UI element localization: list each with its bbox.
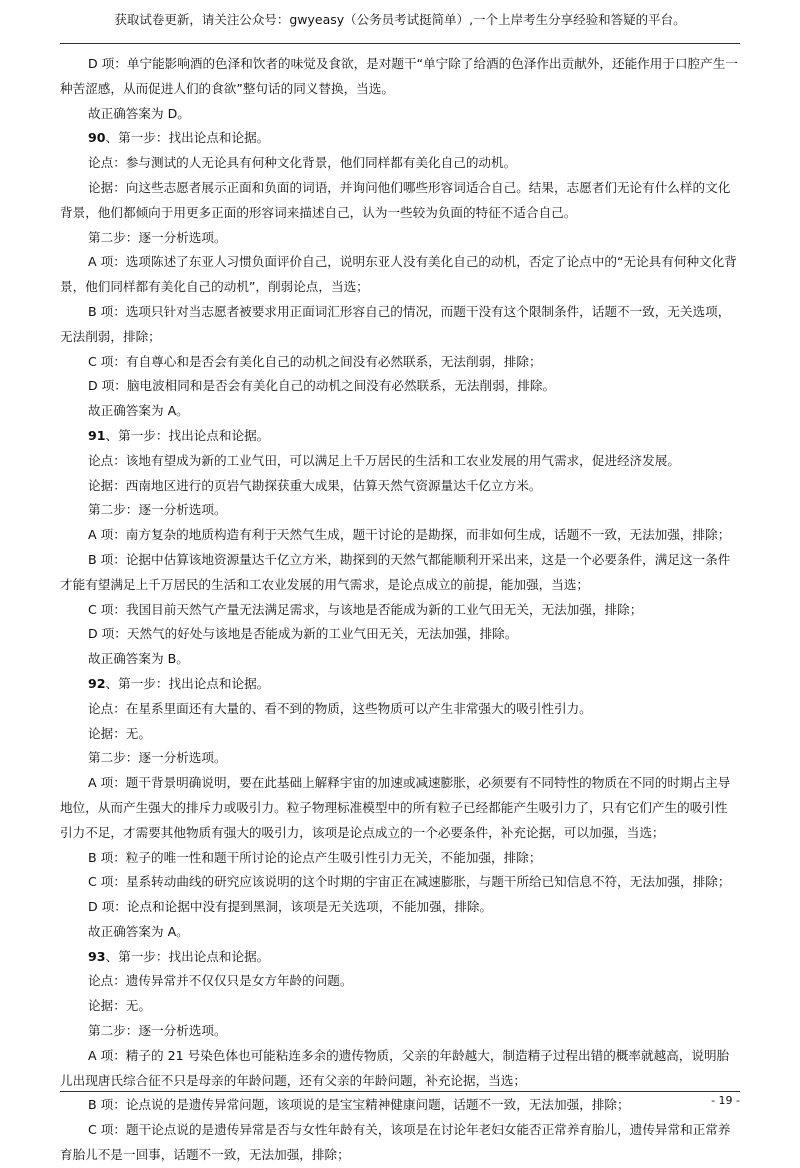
paragraph-text: D 项：论点和论据中没有提到黑洞，该项是无关选项，不能加强，排除。 (88, 899, 493, 915)
paragraph (60, 176, 740, 226)
question-number: 92 (88, 675, 106, 691)
paragraph (60, 449, 740, 474)
header-divider (60, 43, 740, 44)
paragraph (60, 647, 740, 672)
paragraph (60, 1019, 740, 1044)
paragraph-text: 第二步：逐一分析选项。 (88, 502, 227, 518)
paragraph (60, 895, 740, 920)
paragraph-text: B 项：论点说的是遗传异常问题，该项说的是宝宝精神健康问题，话题不一致，无法加强，排除； (88, 1097, 630, 1113)
paragraph-text: 论点：该地有望成为新的工业气田，可以满足上千万居民的生活和工农业发展的用气需求，促进经济发展。 (88, 452, 680, 468)
paragraph (60, 250, 740, 300)
paragraph-text: B 项：选项只针对当志愿者被要求用正面词汇形容自己的情况，而题干没有这个限制条件，话题不一致，无关选项，无法削弱，排除； (60, 303, 731, 344)
paragraph-text: 第二步：逐一分析选项。 (88, 229, 227, 245)
paragraph-text: 第二步：逐一分析选项。 (88, 750, 227, 766)
paragraph-text: 论据：无。 (88, 998, 151, 1014)
paragraph-text: 故正确答案为 B。 (88, 651, 189, 667)
paragraph (60, 1093, 740, 1118)
paragraph-text: B 项：论据中估算该地资源量达千亿立方米，勘探到的天然气都能顺利开采出来，这是一个必要条件，满足这一条件才能有望满足上千万居民的生活和工农业发展的用气需求，是论点成立的前提，能加强，当选； (60, 551, 731, 592)
paragraph (60, 350, 740, 375)
page-number: - 19 - (711, 1094, 740, 1107)
paragraph (60, 870, 740, 895)
paragraph-text: C 项：星系转动曲线的研究应该说明的这个时期的宇宙正在减速膨胀，与题干所给已知信息不符，无法加强，排除； (88, 874, 731, 890)
paragraph (60, 598, 740, 623)
paragraph-text: 、第一步：找出论点和论据。 (105, 130, 270, 146)
paragraph (60, 672, 740, 697)
paragraph (60, 622, 740, 647)
paragraph-text: A 项：精子的 21 号染色体也可能粘连多余的遗传物质，父亲的年龄越大，制造精子过程出错的概率就越高，说明胎儿出现唐氏综合征不只是母亲的年龄问题，还有父亲的年龄问题，补充论据，当选； (60, 1047, 730, 1088)
page-header: 获取试卷更新，请关注公众号：gwyeasy（公务员考试挺简单）,一个上岸考生分享经验和答疑的平台。 (114, 12, 686, 27)
paragraph (60, 151, 740, 176)
paragraph (60, 52, 740, 102)
paragraph-text: 、第一步：找出论点和论据。 (105, 675, 270, 691)
question-number: 93 (88, 948, 106, 964)
paragraph-text: 论点：参与测试的人无论具有何种文化背景，他们同样都有美化自己的动机。 (88, 155, 517, 171)
paragraph-text: 故正确答案为 D。 (88, 105, 190, 121)
paragraph-text: 、第一步：找出论点和论据。 (105, 948, 270, 964)
footer-divider (60, 1091, 740, 1092)
paragraph (60, 846, 740, 871)
paragraph-text: A 项：选项陈述了东亚人习惯负面评价自己，说明东亚人没有美化自己的动机，否定了论点中的“无论具有何种文化背景，他们同样都有美化自己的动机”，削弱论点，当选； (60, 254, 737, 295)
paragraph-text: C 项：题干论点说的是遗传异常是否与女性年龄有关，该项是在讨论年老妇女能否正常养育胎儿，遗传异常和正常养育胎儿不是一回事，话题不一致，无法加强，排除； (60, 1122, 731, 1163)
paragraph (60, 498, 740, 523)
paragraph-text: D 项：脑电波相同和是否会有美化自己的动机之间没有必然联系，无法削弱，排除。 (88, 378, 556, 394)
paragraph (60, 746, 740, 771)
paragraph (60, 548, 740, 598)
paragraph-text: A 项：南方复杂的地质构造有利于天然气生成，题干讨论的是勘探，而非如何生成，话题不一致，无法加强，排除； (88, 527, 731, 543)
paragraph (60, 474, 740, 499)
paragraph (60, 102, 740, 127)
paragraph (60, 722, 740, 747)
paragraph-text: 论据：向这些志愿者展示正面和负面的词语，并询问他们哪些形容词适合自己。结果，志愿者们无论有什么样的文化背景，他们都倾向于用更多正面的形容词来描述自己，认为一些较为负面的特征不适合自己。 (60, 179, 731, 220)
paragraph (60, 226, 740, 251)
paragraph-text: A 项：题干背景明确说明，要在此基础上解释宇宙的加速或减速膨胀，必须要有不同特性的物质在不同的时期占主导地位，从而产生强大的排斥力或吸引力。粒子物理标准模型中的所有粒子已经都能产生吸引力了，只有它们产生的吸引性引力不足，才需要其他物质有强大的吸引力，该项是论点成立的一个必要条件，补充论据，可以加强，当选； (60, 775, 731, 840)
paragraph (60, 945, 740, 970)
paragraph (60, 1118, 740, 1168)
paragraph-text: 故正确答案为 A。 (88, 403, 189, 419)
paragraph (60, 1044, 740, 1094)
question-number: 91 (88, 427, 106, 443)
paragraph-text: B 项：粒子的唯一性和题干所讨论的论点产生吸引性引力无关，不能加强，排除； (88, 849, 542, 865)
paragraph-text: D 项：天然气的好处与该地是否能成为新的工业气田无关，无法加强，排除。 (88, 626, 518, 642)
paragraph (60, 920, 740, 945)
paragraph-text: 论点：遗传异常并不仅仅只是女方年龄的问题。 (88, 973, 353, 989)
paragraph-text: 论据：无。 (88, 725, 151, 741)
paragraph (60, 424, 740, 449)
document-body (60, 52, 740, 1168)
paragraph-text: 第二步：逐一分析选项。 (88, 1023, 227, 1039)
paragraph-text: C 项：我国目前天然气产量无法满足需求，与该地是否能成为新的工业气田无关，无法加强，排除； (88, 601, 643, 617)
paragraph-text: 故正确答案为 A。 (88, 923, 189, 939)
paragraph-text: C 项：有自尊心和是否会有美化自己的动机之间没有必然联系，无法削弱，排除； (88, 353, 542, 369)
paragraph (60, 969, 740, 994)
paragraph (60, 374, 740, 399)
paragraph (60, 523, 740, 548)
paragraph-text: D 项：单宁能影响酒的色泽和饮者的味觉及食欲，是对题干“单宁除了给酒的色泽作出贡献外，还能作用于口腔产生一种苦涩感，从而促进人们的食欲”整句话的同义替换，当选。 (60, 56, 738, 96)
paragraph (60, 697, 740, 722)
paragraph-text: 论点：在星系里面还有大量的、看不到的物质，这些物质可以产生非常强大的吸引性引力。 (88, 700, 592, 716)
paragraph (60, 300, 740, 350)
paragraph (60, 994, 740, 1019)
paragraph-text: 、第一步：找出论点和论据。 (105, 427, 270, 443)
paragraph (60, 771, 740, 845)
paragraph (60, 126, 740, 151)
paragraph-text: 论据：西南地区进行的页岩气勘探获重大成果，估算天然气资源量达千亿立方米。 (88, 477, 542, 493)
paragraph (60, 399, 740, 424)
question-number: 90 (88, 130, 106, 146)
